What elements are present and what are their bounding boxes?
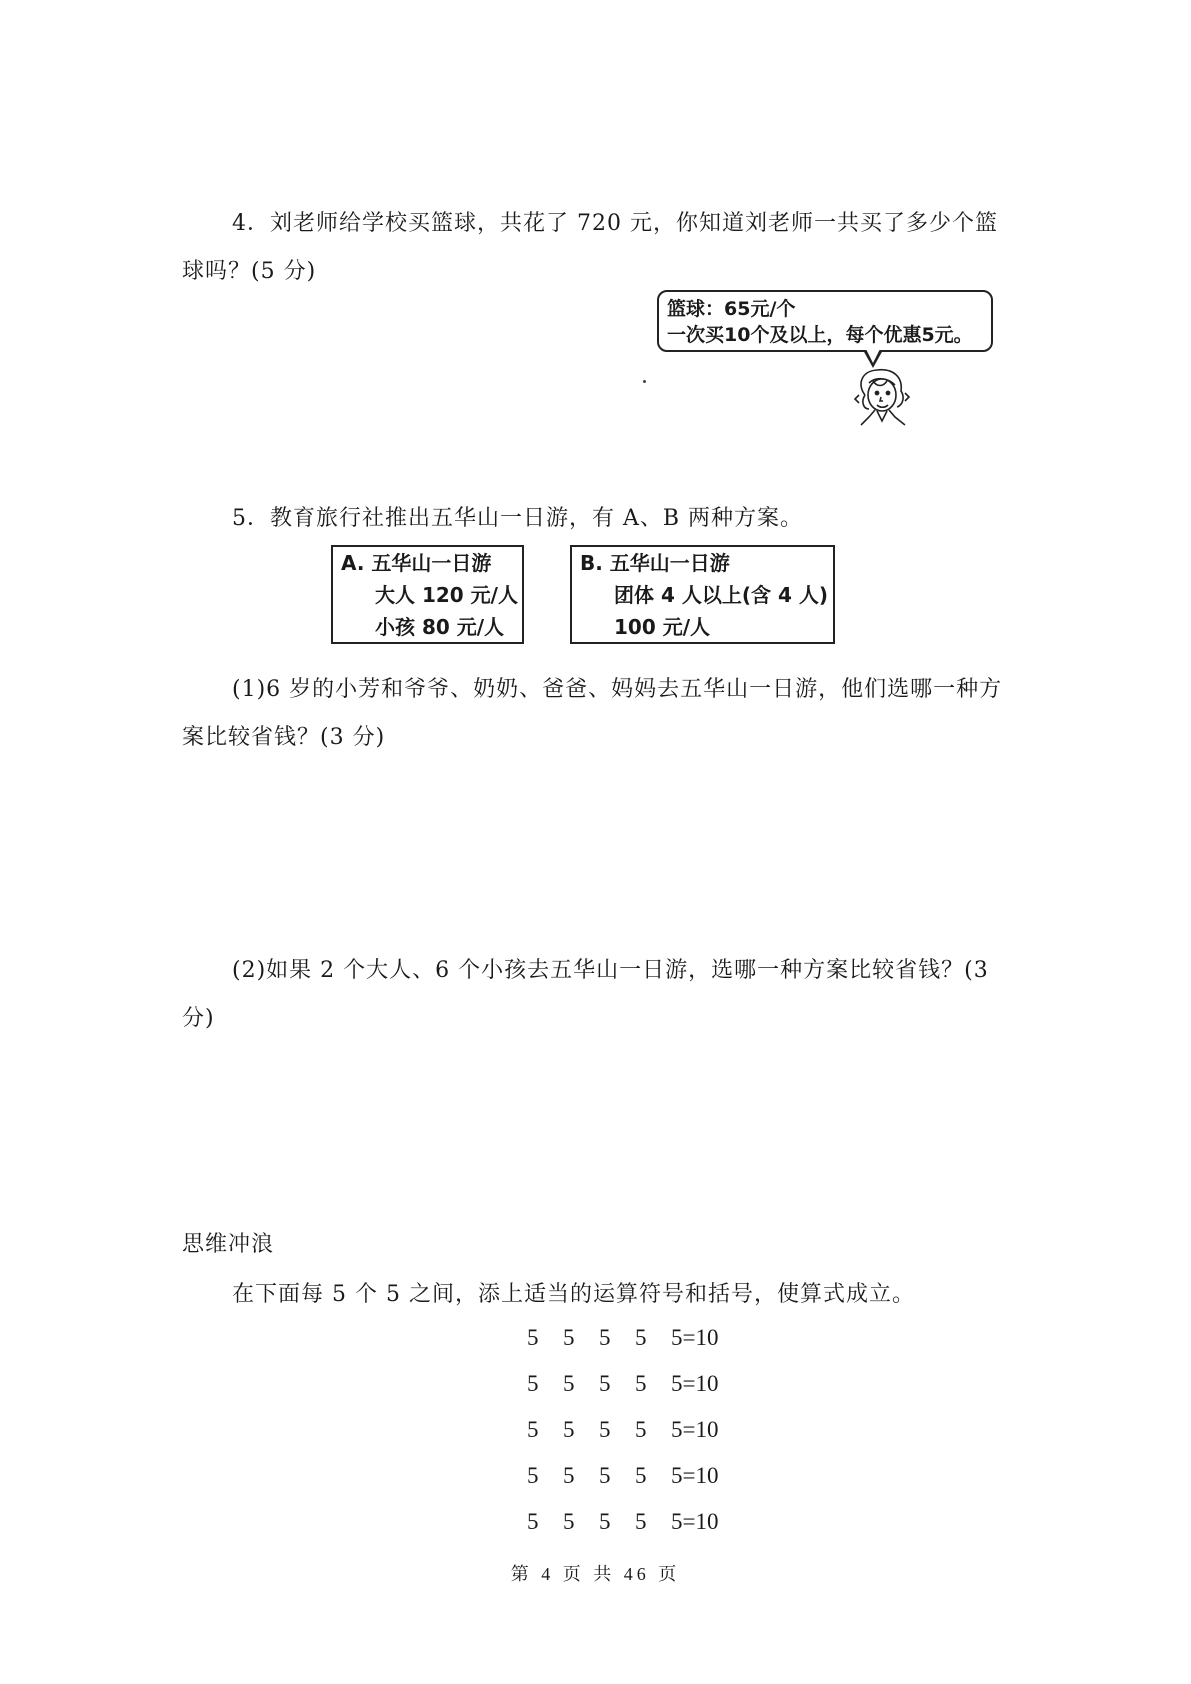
bubble-discount-line: 一次买10个及以上，每个优惠5元。 [667,324,973,346]
page-footer: 第 4 页 共 46 页 [510,1564,681,1584]
question-5: 5．教育旅行社推出五华山一日游，有 A、B 两种方案。 [232,506,804,531]
equation-row: 5 5 5 5 5=10 [527,1325,719,1350]
plan-a-child-price: 小孩 80 元/人 [375,615,505,639]
question-5-part-2: (2)如果 2 个大人、6 个小孩去五华山一日游，选哪一种方案比较省钱？(3 分) [182,958,989,1031]
plan-b-group-condition: 团体 4 人以上(含 4 人) [614,583,828,607]
equation-row: 5 5 5 5 5=10 [527,1509,719,1534]
question-4-line1: 4．刘老师给学校买篮球，共花了 720 元，你知道刘老师一共买了多少个篮 [232,211,998,236]
teacher-portrait-icon [847,365,917,430]
plan-b-title: B. 五华山一日游 [580,551,730,575]
plan-a-adult-price: 大人 120 元/人 [375,583,518,607]
plan-a-title: A. 五华山一日游 [341,551,492,575]
price-speech-bubble-group [657,290,997,430]
bubble-price-line: 篮球：65元/个 [667,298,796,320]
plan-a-box [331,545,524,644]
plan-b-box [570,545,835,644]
equation-row: 5 5 5 5 5=10 [527,1463,719,1488]
question-4 [182,200,1022,296]
equation-row: 5 5 5 5 5=10 [527,1417,719,1442]
question-4-line2: 球吗？(5 分) [182,259,317,284]
stray-dot [643,380,646,383]
plan-b-group-price: 100 元/人 [614,615,711,639]
thinking-instruction: 在下面每 5 个 5 之间，添上适当的运算符号和括号，使算式成立。 [232,1282,915,1307]
section-title: 思维冲浪 [182,1232,275,1257]
price-speech-bubble [657,290,993,352]
question-5-part-1: (1)6 岁的小芳和爷爷、奶奶、爸爸、妈妈去五华山一日游，他们选哪一种方案比较省钱？(3 分) [182,677,1003,750]
equation-row: 5 5 5 5 5=10 [527,1371,719,1396]
